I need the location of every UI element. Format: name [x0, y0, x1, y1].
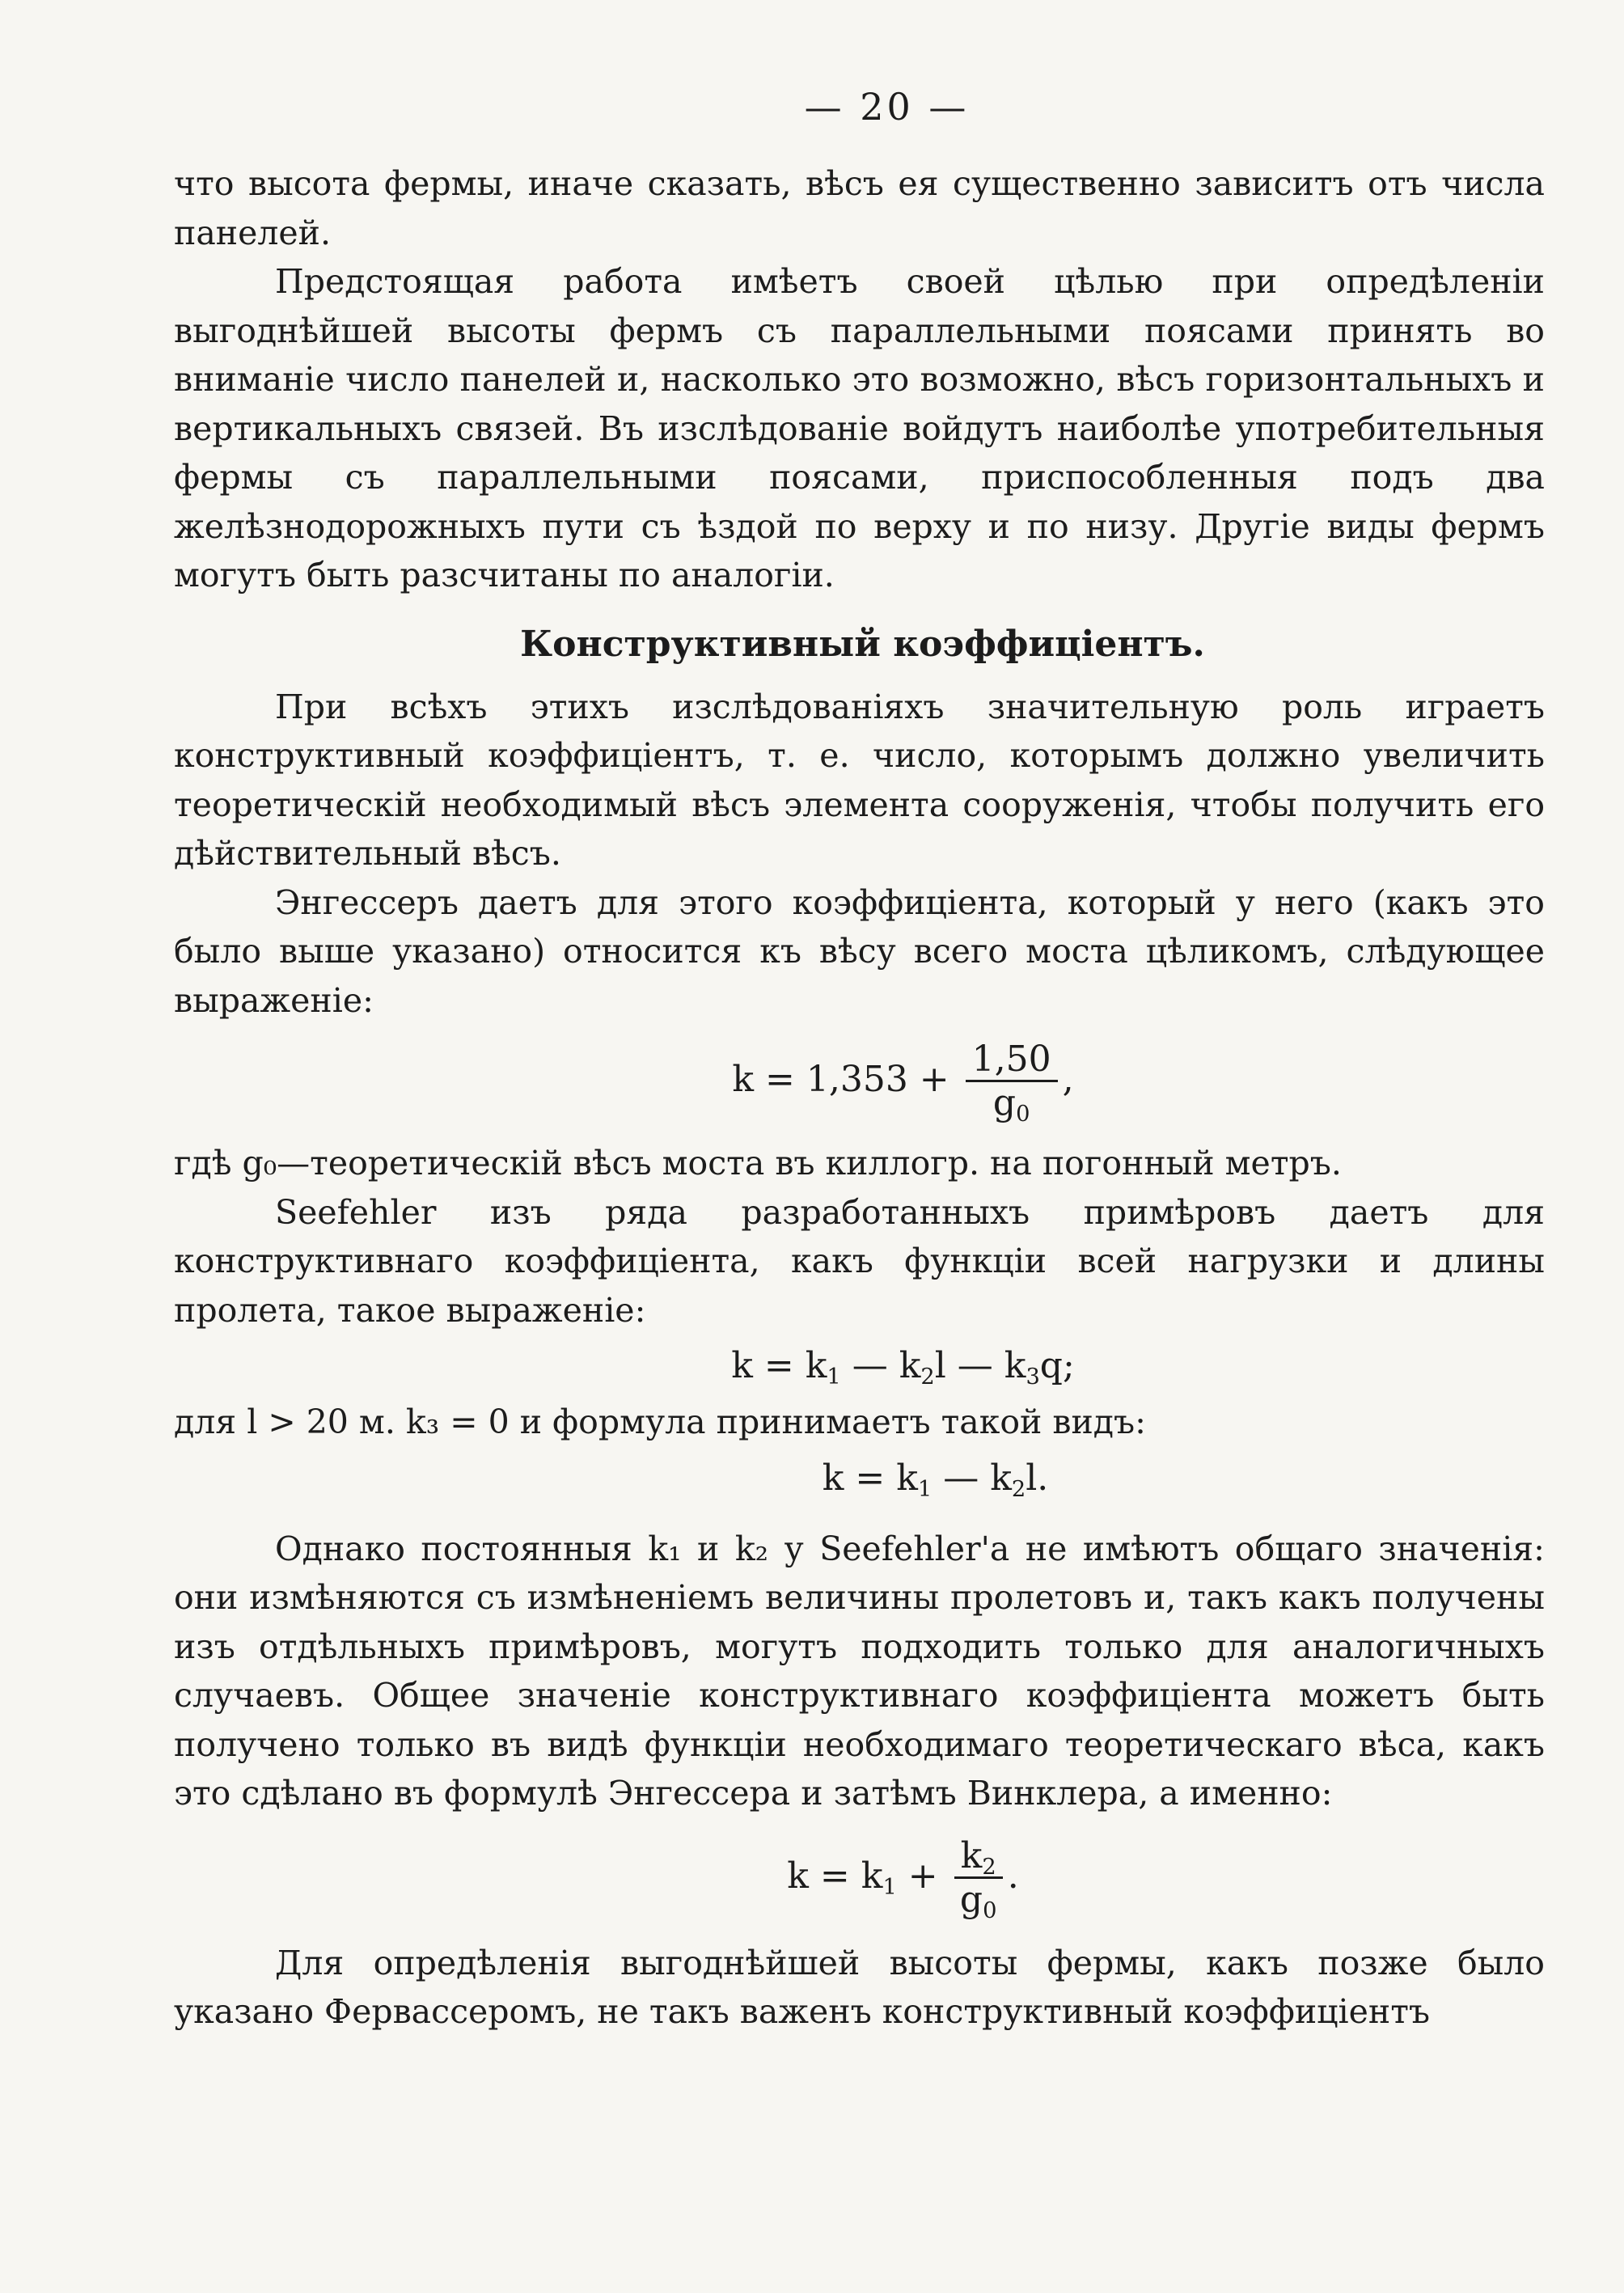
formula-1-fraction [966, 1039, 1058, 1127]
formula-1-tail: , [1062, 1059, 1074, 1100]
formula-3-part-2: — k [932, 1457, 1012, 1499]
formula-seefehler [174, 1339, 1551, 1393]
formula-4-num-base: k [960, 1834, 983, 1876]
paragraph-8: Однако постоянныя k₁ и k₂ у Seefehler'а не имѣютъ общаго значенія: они измѣняются съ измѣненіемъ величины пролетовъ и, такъ какъ получены изъ отдѣльныхъ примѣровъ, могутъ подходить только для аналогичныхъ случаевъ. Общее значеніе конструктивнаго коэффиціента можетъ быть получено только въ видѣ функціи необходимаго теоретическаго вѣса, какъ это сдѣлано въ формулѣ Энгессера и затѣмъ Винклера, а именно: [174, 1529, 1545, 1813]
formula-1-den-sub: 0 [1016, 1102, 1030, 1127]
formula-4-fraction [954, 1836, 1003, 1921]
formula-4-plus: + [896, 1855, 938, 1897]
formula-2-sub-2: 2 [920, 1364, 935, 1390]
paragraph-4: Энгессеръ даетъ для этого коэффиціента, который у него (какъ это было выше указано) относится къ вѣсу всего моста цѣликомъ, слѣдующее выраженіе: [174, 882, 1545, 1020]
formula-winkler [174, 1836, 1551, 1921]
formula-1-den-base: g [992, 1082, 1017, 1123]
formula-4-den-base: g [959, 1878, 983, 1920]
formula-2-part-1: k = k [731, 1345, 827, 1386]
formula-3-part-1: k = k [822, 1457, 918, 1499]
formula-4-tail: . [1007, 1855, 1019, 1897]
paragraph-9: Для опредѣленія выгоднѣйшей высоты фермы, какъ позже было указано Фервассеромъ, не такъ важенъ конструктивный коэффиціентъ [174, 1943, 1545, 2031]
formula-engesser [174, 1039, 1551, 1127]
formula-4-num-sub: 2 [982, 1854, 996, 1880]
formula-2-part-2: — k [840, 1345, 921, 1386]
paragraph-5: гдѣ g₀—теоретическій вѣсъ моста въ киллогр. на погонный метръ. [174, 1144, 1342, 1182]
page-number: — 20 — [804, 85, 970, 129]
paragraph-1: что высота фермы, иначе сказать, вѣсъ ея существенно зависитъ отъ числа панелей. [174, 164, 1545, 252]
formula-1-denominator [966, 1082, 1058, 1127]
formula-2-part-4: q; [1039, 1345, 1075, 1386]
formula-4-numerator [954, 1836, 1003, 1879]
formula-1-lhs: k = 1,353 + [732, 1059, 949, 1100]
paragraph-7: для l > 20 м. k₃ = 0 и формула принимаетъ такой видъ: [174, 1402, 1146, 1441]
formula-1-numerator: 1,50 [966, 1039, 1058, 1082]
formula-3-part-3: l. [1026, 1457, 1049, 1499]
paragraph-3: При всѣхъ этихъ изслѣдованіяхъ значительную роль играетъ конструктивный коэффиціентъ, т. е. число, которымъ должно увеличить теоретическій необходимый вѣсъ элемента сооруженія, чтобы получить его дѣйствительный вѣсъ. [174, 687, 1545, 873]
formula-2-part-3: l — k [934, 1345, 1026, 1386]
section-heading: Конструктивный коэффиціентъ. [520, 623, 1205, 665]
formula-4-lhs-base: k = k [787, 1855, 883, 1897]
formula-seefehler-reduced [174, 1452, 1551, 1505]
formula-4-den-sub: 0 [983, 1897, 997, 1923]
formula-4-lhs-sub: 1 [882, 1874, 897, 1900]
paragraph-2: Предстоящая работа имѣетъ своей цѣлью при опредѣленіи выгоднѣйшей высоты фермъ съ параллельными поясами принять во вниманіе число панелей и, насколько это возможно, вѣсъ горизонтальныхъ и вертикальныхъ связей. Въ изслѣдованіе войдутъ наиболѣе употребительныя фермы съ параллельными поясами, приспособленныя подъ два желѣзнодорожныхъ пути съ ѣздой по верху и по низу. Другіе виды фермъ могутъ быть разсчитаны по аналогіи. [174, 262, 1545, 594]
formula-4-denominator [954, 1879, 1003, 1921]
formula-2-sub-1: 1 [827, 1364, 841, 1390]
formula-3-sub-2: 2 [1011, 1476, 1026, 1502]
formula-2-sub-3: 3 [1026, 1364, 1040, 1390]
formula-3-sub-1: 1 [917, 1476, 933, 1502]
paragraph-6: Seefehler изъ ряда разработанныхъ примѣровъ даетъ для конструктивнаго коэффиціента, какъ функціи всей нагрузки и длины пролета, такое выраженіе: [174, 1192, 1545, 1330]
